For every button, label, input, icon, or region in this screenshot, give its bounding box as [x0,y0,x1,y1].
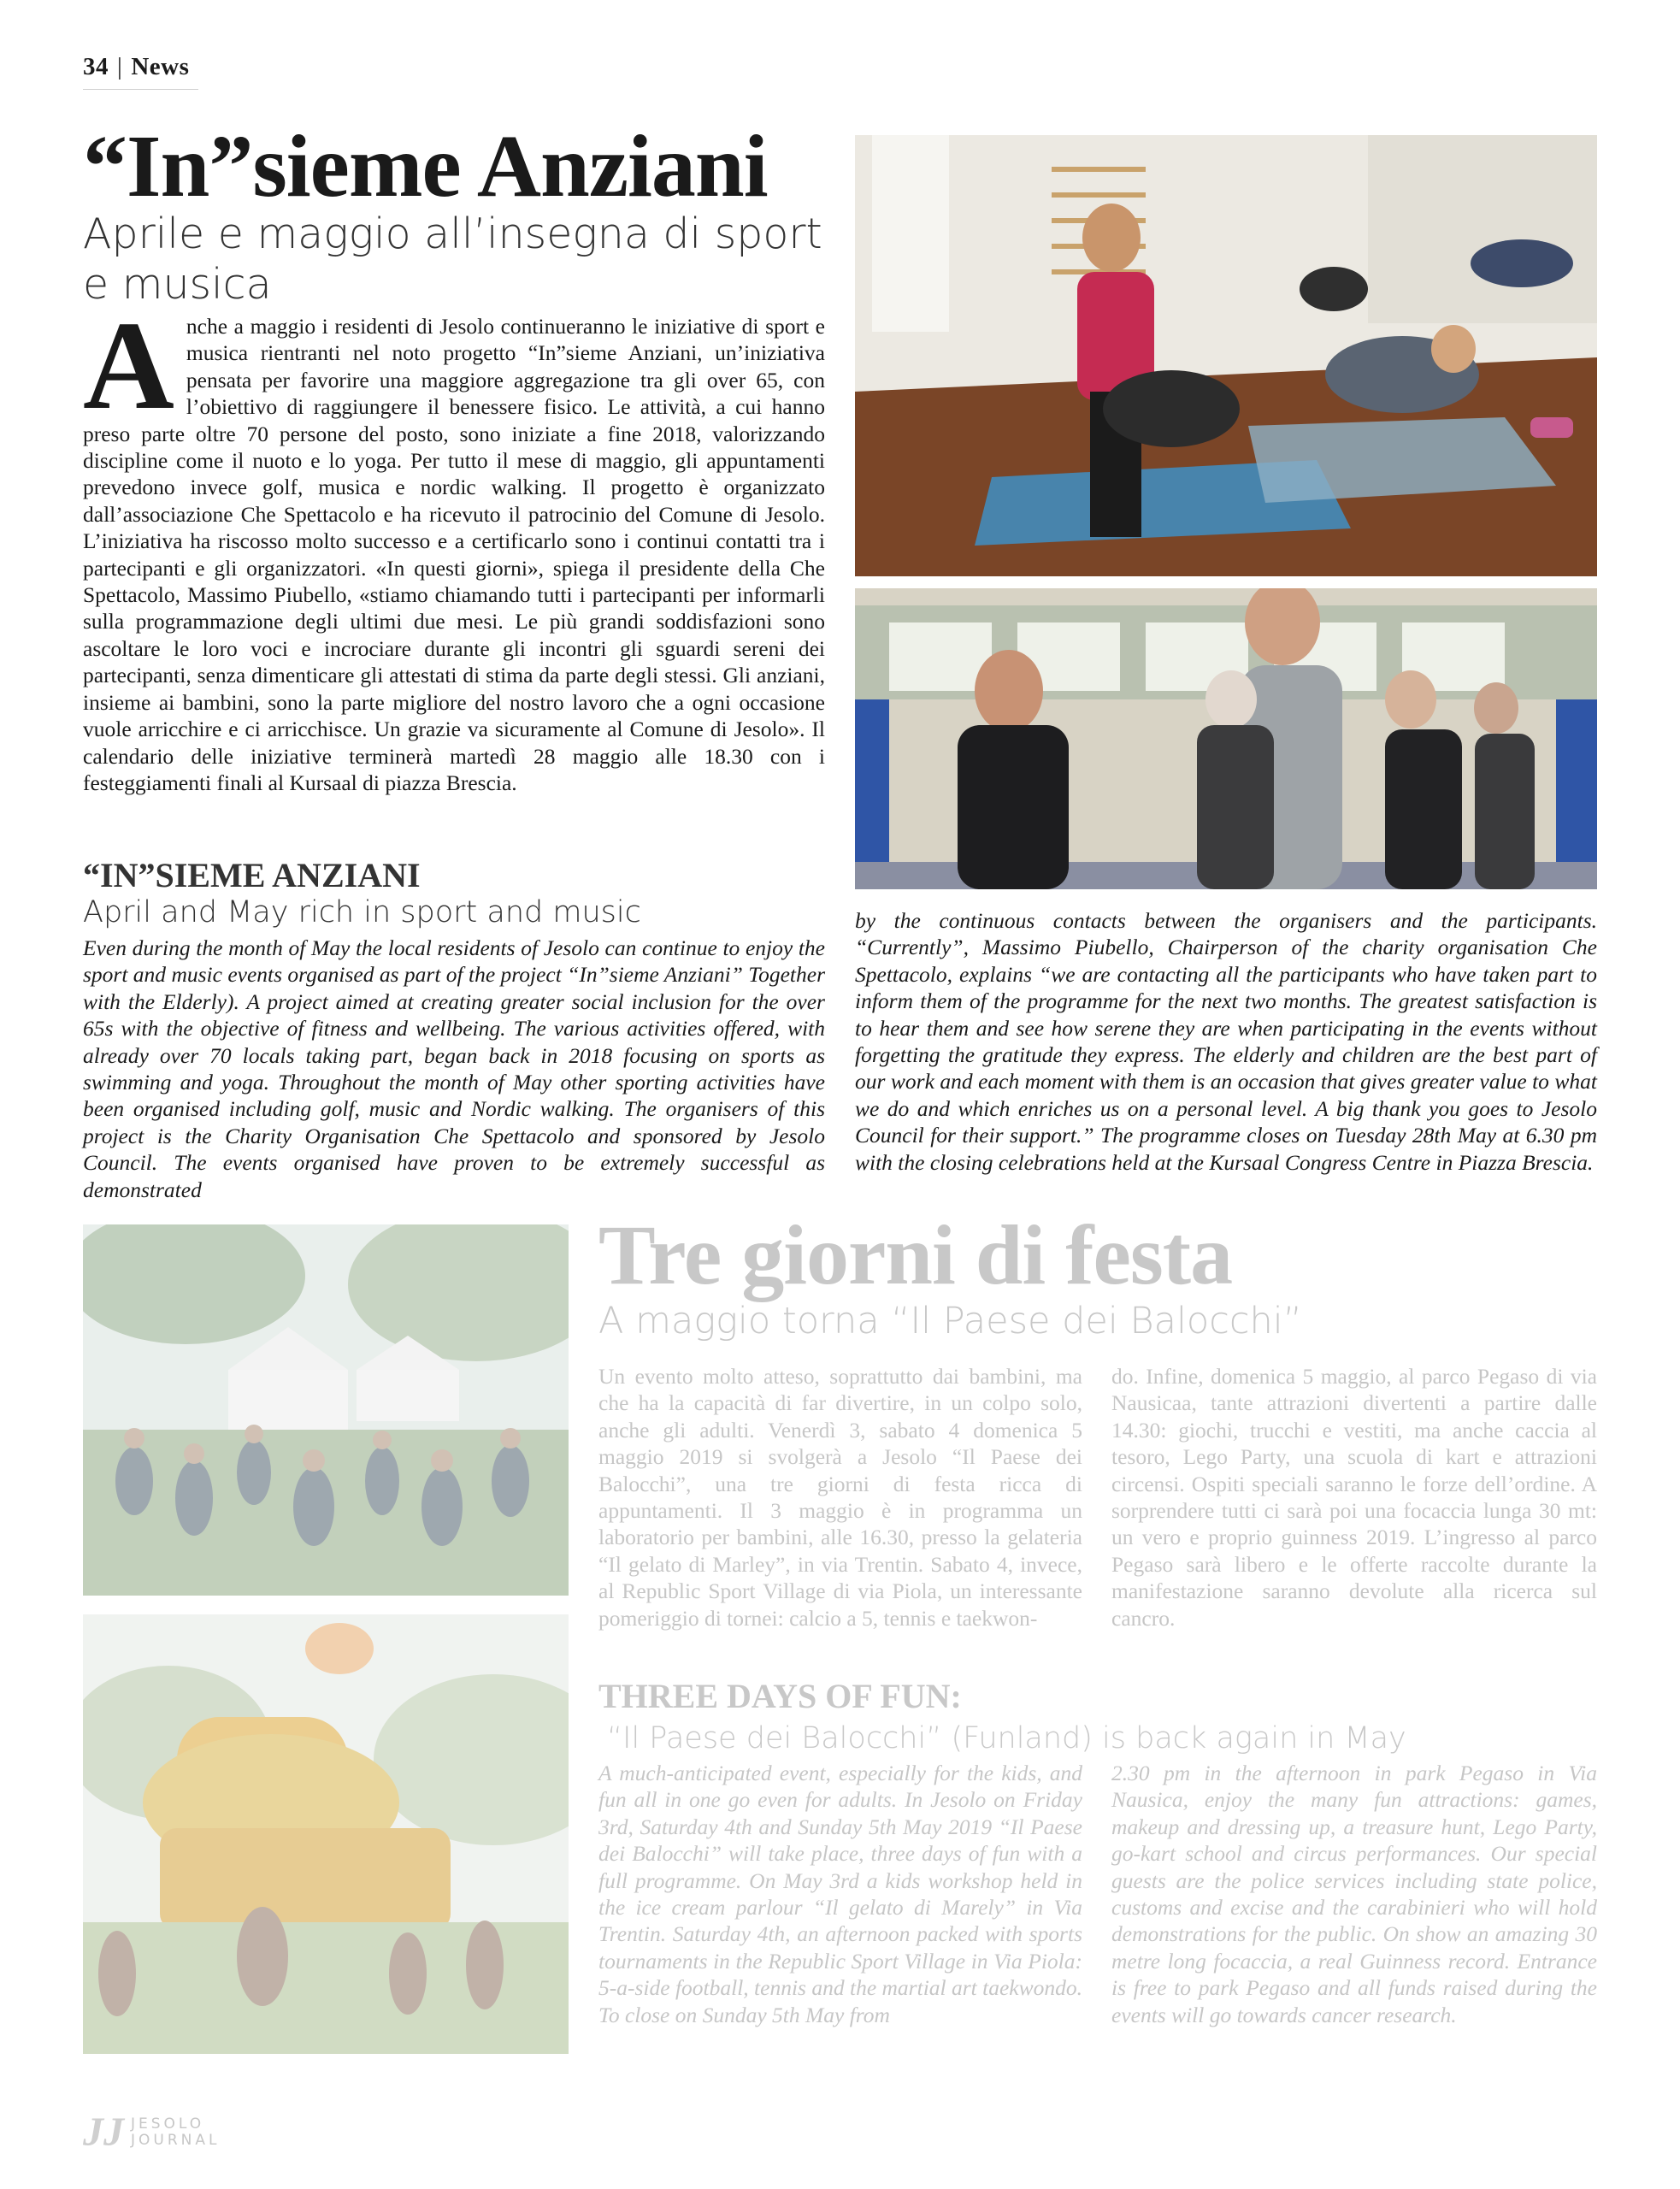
photo-bouncy-castle [83,1614,569,2054]
section-name: News [131,53,190,80]
photo-tai-chi-class [855,588,1597,889]
photo-yoga-class [855,135,1597,576]
jesolo-journal-logo [83,2109,221,2155]
article2-it-column-2: do. Infine, domenica 5 maggio, al parco Pegaso di via Nausicaa, tante attrazioni divertenti a partire dalle 14.30: giochi, trucchi e vestiti, ma anche caccia al tesoro, Lego Party, una scuola di kart e attrazioni circensi. Ospiti speciali saranno le forze dell’ordine. A sorprendere tutti ci sarà poi una focaccia lunga 30 mt: un vero e proprio guinness 2019. L’ingresso al parco Pegaso sarà libero e le offerte raccolte durante la manifestazione saranno devolute alla ricerca sul cancro. [1111,1364,1597,1631]
photo-festival-crowd [83,1224,569,1596]
page-folio [83,53,189,81]
folio-rule [83,89,198,90]
article1-en-column-2: by the continuous contacts between the organisers and the participants. “Currently”, Massimo Piubello, Chairperson of the charity organisation Che Spettacolo, explains “we are contacting all the participants who have taken part to inform them of the programme for the next two months. The greatest satisfaction is to hear them and see how serene they are when participating in the events without forgetting the gratitude they express. The elderly and children are the best part of our work and each moment with them is an occasion that gives greater value to what we do and which enriches us on a personal level. A big thank you goes to Jesolo Council for their support.” The programme closes on Tuesday 28th May at 6.30 pm with the closing celebrations held at the Kursaal Congress Centre in Piazza Brescia. [855,908,1597,1175]
article2-title: Tre giorni di festa [598,1207,1233,1302]
photo-bouncy-castle-illustration [83,1614,569,2054]
article1-body-text: nche a maggio i residenti di Jesolo continueranno le iniziative di sport e musica rientranti nel noto progetto “In”sieme Anziani, un’iniziativa pensata per favorire una maggiore aggregazione tra gli over 65, con l’obiettivo di raggiungere il benessere fisico. Le attività, a cui hanno preso parte oltre 70 persone del posto, sono iniziate a fine 2018, valorizzando discipline come il nuoto e lo yoga. Per tutto il mese di maggio, gli appuntamenti prevedono invece golf, musica e nordic walking. Il progetto è organizzato dall’associazione Che Spettacolo e ha ricevuto il patrocinio del Comune di Jesolo. L’iniziativa ha riscosso molto successo e a certificarlo sono i continui contatti tra i partecipanti e gli organizzatori. «In questi giorni», spiega il presidente della Che Spettacolo, Massimo Piubello, «stiamo chiamando tutti i partecipanti per informarli sulla programmazione degli ultimi due mesi. Le più grandi soddisfazioni sono ascoltare le loro voci e incrociare durante gli incontri gli sguardi sereni dei partecipanti, senza dimenticare gli attestati di stima da parte degli stessi. Gli anziani, insieme ai bambini, sono la parte migliore del nostro lavoro che a ogni occasione vuole arricchire e ci arricchisce. Un grazie va sicuramente al Comune di Jesolo». Il calendario delle iniziative terminerà martedì 28 maggio alle 18.30 con i festeggiamenti finali al Kursaal di piazza Brescia. [83,314,825,795]
photo-yoga-class-illustration [855,135,1597,576]
article1-en-column-1: Even during the month of May the local residents of Jesolo can continue to enjoy the sport and music events organised as part of the project “In”sieme Anziani” Together with the Elderly). A project aimed at creating greater social inclusion for the over 65s with the objective of fitness and wellbeing. The various activities offered, with already over 70 locals taking part, began back in 2018 focusing on sports as swimming and yoga. Throughout the month of May other sporting activities have been organised including golf, music and Nordic walking. The organisers of this project is the Charity Organisation Che Spettacolo and sponsored by Jesolo Council. The events organised have proven to be extremely successful as demonstrated [83,935,825,1202]
folio-separator: | [117,53,123,80]
logo-text [131,2116,220,2149]
logo-line-2: JOURNAL [131,2132,221,2149]
article1-dropcap: A [83,296,174,436]
article2-en-column-1: A much-anticipated event, especially for the kids, and fun all in one go even for adults. In Jesolo on Friday 3rd, Saturday 4th and Sunday 5th May 2019 “Il Paese dei Balocchi” will take place, three days of fun with a full programme. On May 3rd a kids workshop held in the ice cream parlour “Il gelato di Marely” in Via Trentin. Saturday 4th, an afternoon packed with sports tournaments in the Republic Sport Village in Via Piola: 5-a-side football, tennis and the martial art taekwondo. To close on Sunday 5th May from [598,1761,1082,2027]
photo-festival-crowd-illustration [83,1224,569,1596]
photo-tai-chi-class-illustration [855,588,1597,889]
article2-subtitle: A maggio torna “Il Paese dei Balocchi” [598,1300,1303,1342]
page-number: 34 [83,53,109,80]
article2-en-column-2: 2.30 pm in the afternoon in park Pegaso in Via Nausica, enjoy the many fun attractions: games, makeup and dressing up, a treasure hunt, Lego Party, go-kart school and circus performances. Our special guests are the police services including state police, customs and excise and the carabinieri who will hold demonstrations for the public. On show an amazing 30 metre long focaccia, a real Guinness record. Entrance is free to park Pegaso and all funds raised during the events will go towards cancer research. [1111,1761,1597,2027]
article1-en-subheading: April and May rich in sport and music [83,895,641,929]
article2-en-subheading: “Il Paese dei Balocchi” (Funland) is back again in May [607,1721,1406,1755]
article2-it-column-1: Un evento molto atteso, soprattutto dai bambini, ma che ha la capacità di far divertire, in un colpo solo, anche gli adulti. Venerdì 3, sabato 4 domenica 5 maggio 2019 si svolgerà a Jesolo “Il Paese dei Balocchi”, una tre giorni di festa ricca di appuntamenti. Il 3 maggio è in programma un laboratorio per bambini, alle 16.30, presso la gelateria “Il gelato di Marley”, in via Trentin. Sabato 4, invece, al Republic Sport Village di via Piola, un interessante pomeriggio di tornei: calcio a 5, tennis e taekwon- [598,1364,1082,1631]
article2-en-heading: THREE DAYS OF FUN: [598,1677,962,1715]
article1-en-heading: “IN”SIEME ANZIANI [83,856,421,894]
article1-subtitle: Aprile e maggio all’insegna di sport e musica [83,209,822,309]
article1-title: “In”sieme Anziani [83,117,768,215]
logo-mark: JJ [83,2109,124,2155]
logo-line-1: JESOLO [131,2115,205,2133]
article1-body [83,296,825,796]
